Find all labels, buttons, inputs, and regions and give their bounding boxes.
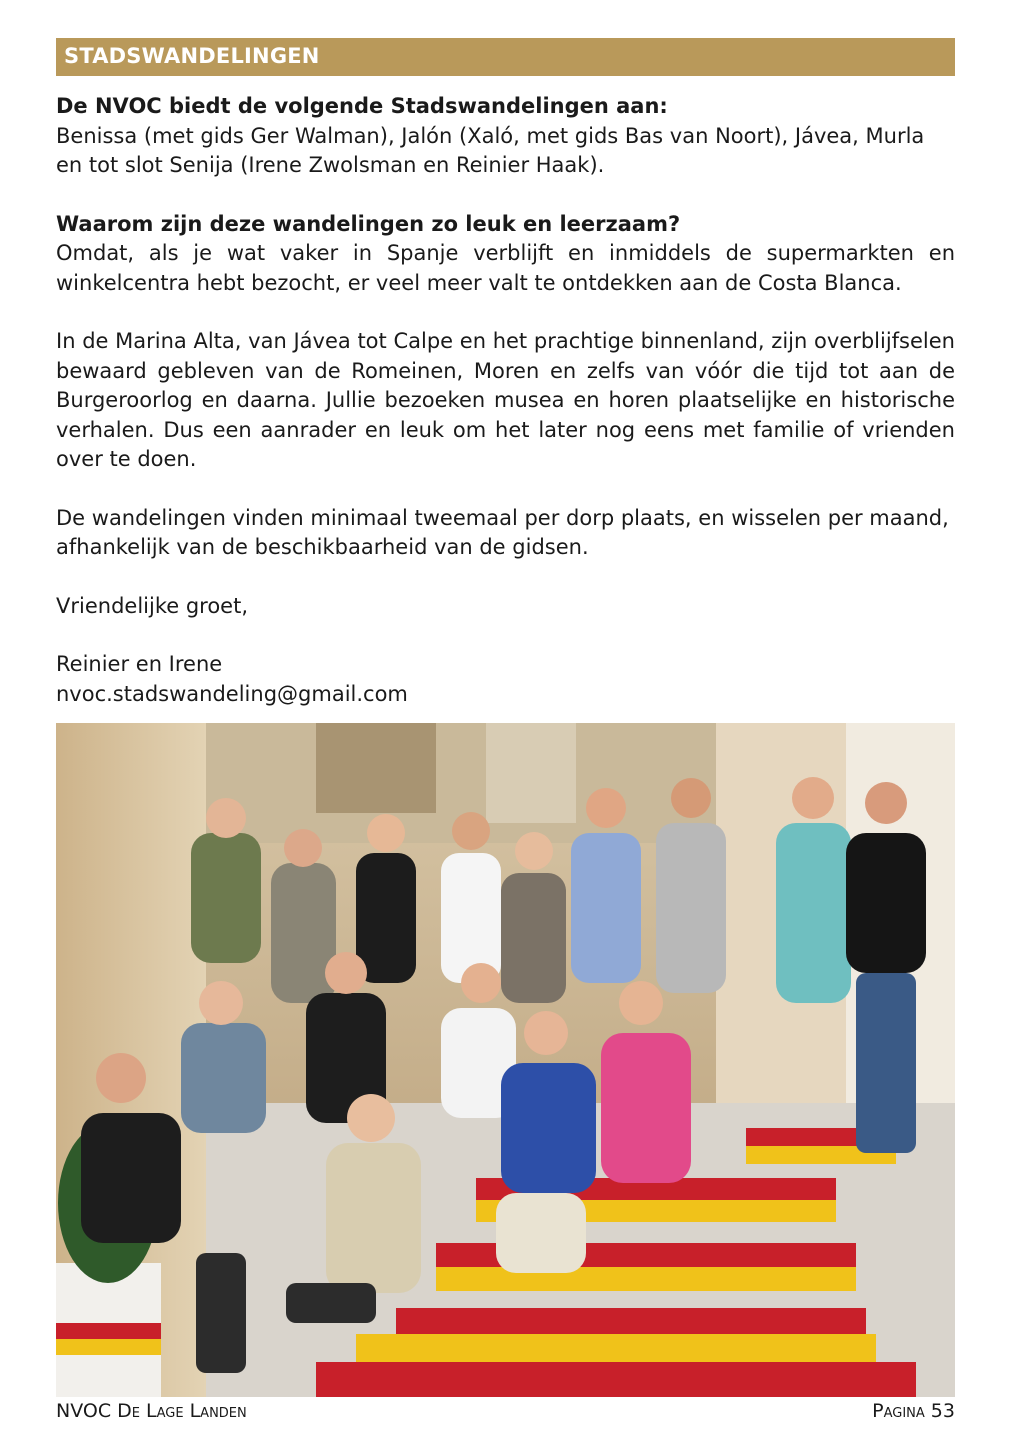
paragraph-schedule: De wandelingen vinden minimaal tweemaal per dorp plaats, en wisselen per maand, afhankelijk van de beschikbaarheid van de gidsen. bbox=[56, 505, 949, 559]
heading-offer: De NVOC biedt de volgende Stadswandelingen aan: bbox=[56, 94, 668, 118]
paragraph-towns: Benissa (met gids Ger Walman), Jalón (Xaló, met gids Bas van Noort), Jávea, Murla en tot slot Senija (Irene Zwolsman en Reinier Haak). bbox=[56, 123, 925, 177]
article-body bbox=[56, 92, 955, 709]
paragraph-history: In de Marina Alta, van Jávea tot Calpe en het prachtige binnenland, zijn overblijfselen bewaard gebleven van de Romeinen, Moren en zelfs van vóór die tijd tot aan de Burgeroorlog en daarna. Jullie bezoeken musea en horen plaatselijke en historische verhalen. Dus een aanrader en leuk om het later nog eens met familie of vrienden over te doen. bbox=[56, 329, 955, 471]
paragraph-why: Omdat, als je wat vaker in Spanje verblijft en inmiddels de supermarkten en winkelcentra hebt bezocht, er veel meer valt te ontdekken aan de Costa Blanca. bbox=[56, 241, 955, 295]
signature: Reinier en Irene bbox=[56, 652, 223, 676]
heading-why: Waarom zijn deze wandelingen zo leuk en leerzaam? bbox=[56, 211, 681, 236]
footer-publication: NVOC De Lage Landen bbox=[56, 1400, 247, 1422]
group-photo bbox=[56, 723, 955, 1397]
footer-page-number: Pagina 53 bbox=[872, 1400, 955, 1422]
section-header bbox=[56, 38, 955, 76]
greeting: Vriendelijke groet, bbox=[56, 593, 249, 618]
email-link[interactable]: nvoc.stadswandeling@gmail.com bbox=[56, 681, 408, 706]
section-title: STADSWANDELINGEN bbox=[64, 44, 320, 68]
